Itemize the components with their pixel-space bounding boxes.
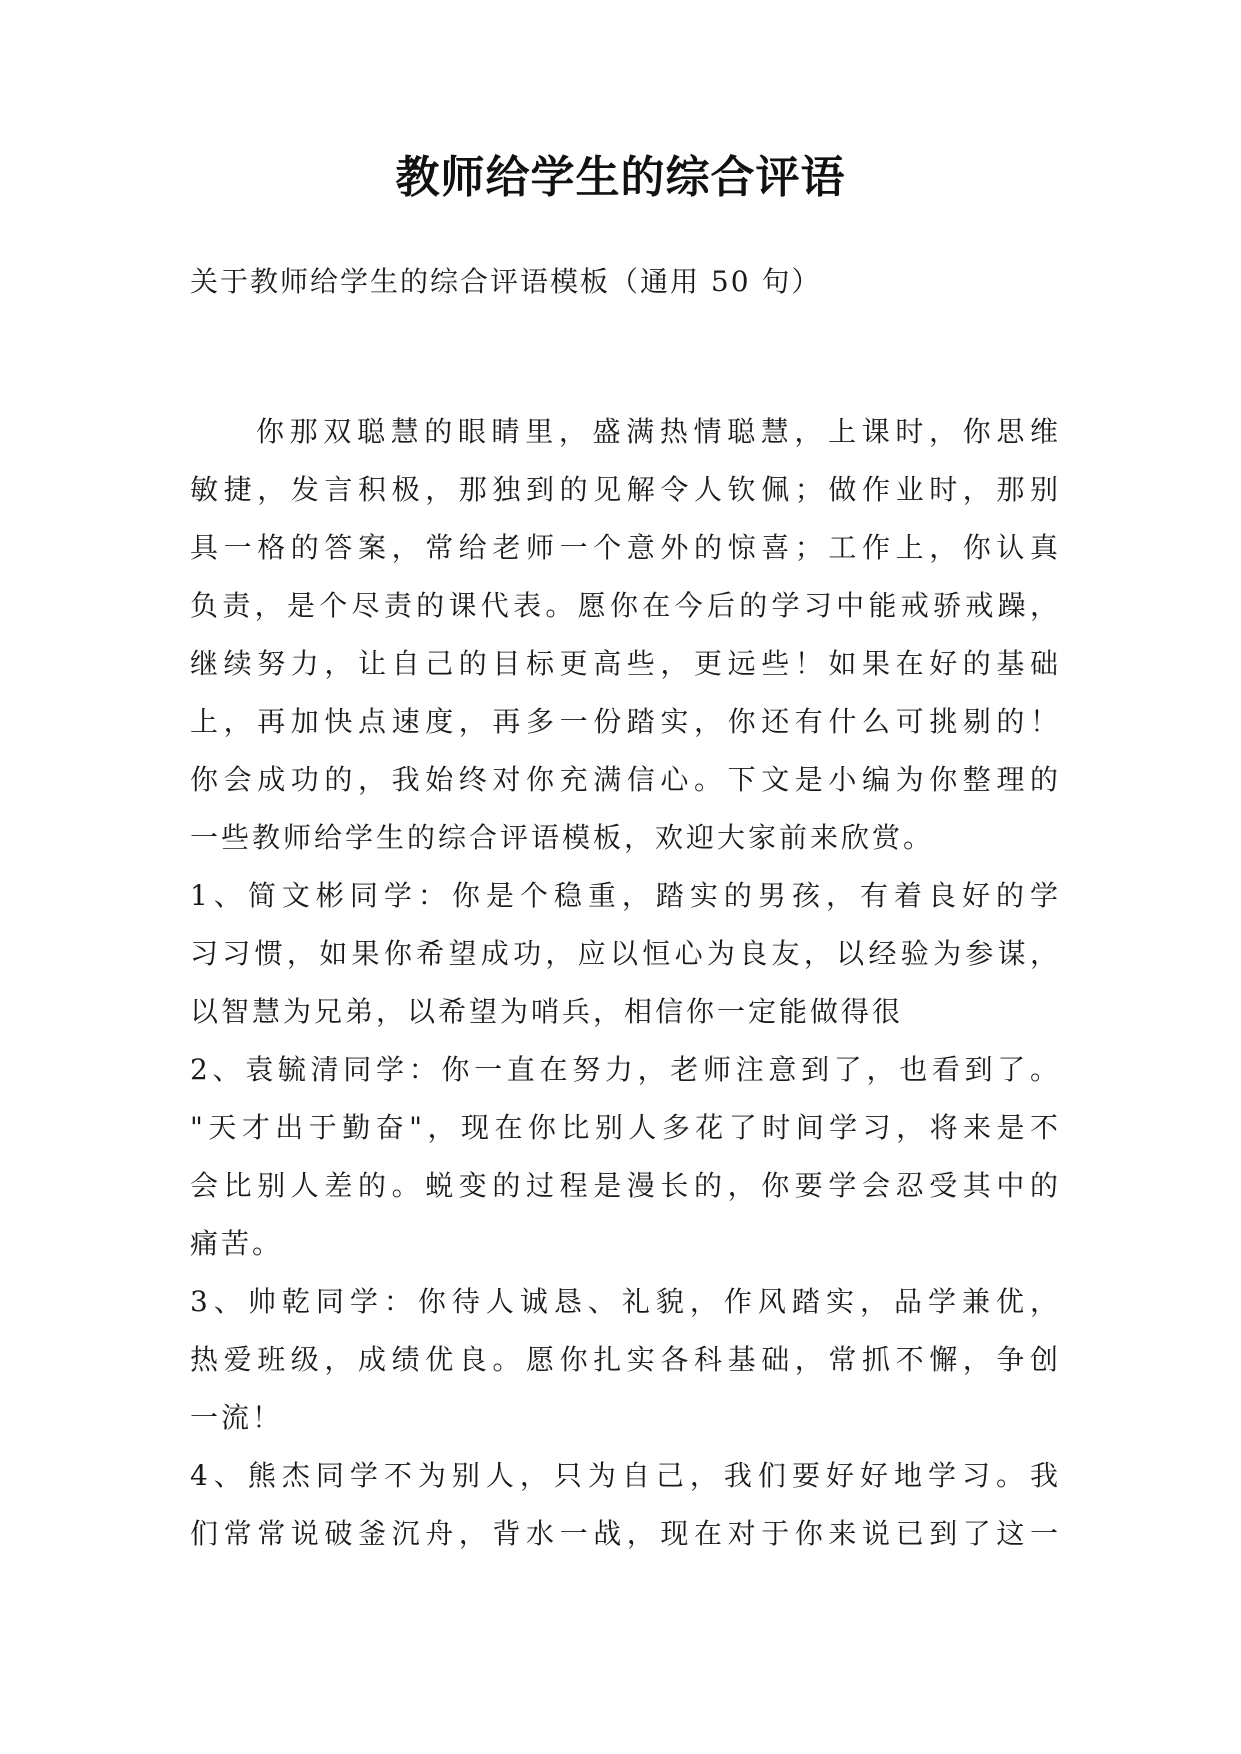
list-item-line: 3、帅乾同学：你待人诚恳、礼貌，作风踏实，品学兼优， (190, 1285, 1058, 1318)
document-subtitle: 关于教师给学生的综合评语模板（通用 50 句） (190, 265, 822, 298)
document-title: 教师给学生的综合评语 (395, 152, 846, 203)
paragraph-line: 负责，是个尽责的课代表。愿你在今后的学习中能戒骄戒躁， (190, 589, 1058, 622)
list-item-line: 痛苦。 (190, 1227, 284, 1260)
paragraph-line: 一些教师给学生的综合评语模板，欢迎大家前来欣赏。 (190, 821, 935, 854)
paragraph-line: 上，再加快点速度，再多一份踏实，你还有什么可挑剔的！ (190, 705, 1058, 738)
list-item-line: 一流！ (190, 1401, 284, 1434)
list-item-line: 会比别人差的。蜕变的过程是漫长的，你要学会忍受其中的 (190, 1169, 1058, 1202)
list-item-line: 以智慧为兄弟，以希望为哨兵，相信你一定能做得很 (190, 995, 904, 1028)
list-item-line: 1、简文彬同学：你是个稳重，踏实的男孩，有着良好的学 (190, 879, 1058, 912)
paragraph-line: 敏捷，发言积极，那独到的见解令人钦佩；做作业时，那别 (190, 473, 1058, 506)
list-item-line: 们常常说破釜沉舟，背水一战，现在对于你来说已到了这一 (190, 1517, 1058, 1550)
list-item-line: 4、熊杰同学不为别人，只为自己，我们要好好地学习。我 (190, 1459, 1058, 1492)
list-item-line: 习习惯，如果你希望成功，应以恒心为良友，以经验为参谋， (190, 937, 1058, 970)
paragraph-line: 继续努力，让自己的目标更高些，更远些！如果在好的基础 (190, 647, 1058, 680)
list-item-line: 热爱班级，成绩优良。愿你扎实各科基础，常抓不懈，争创 (190, 1343, 1058, 1376)
paragraph-line: 你那双聪慧的眼睛里，盛满热情聪慧，上课时，你思维 (256, 415, 1058, 448)
paragraph-line: 具一格的答案，常给老师一个意外的惊喜；工作上，你认真 (190, 531, 1058, 564)
list-item-line: 2、袁毓清同学：你一直在努力，老师注意到了，也看到了。 (190, 1053, 1058, 1086)
document-body (190, 403, 1058, 1563)
paragraph-line: 你会成功的，我始终对你充满信心。下文是小编为你整理的 (190, 763, 1058, 796)
list-item-line: "天才出于勤奋"，现在你比别人多花了时间学习，将来是不 (190, 1111, 1058, 1144)
